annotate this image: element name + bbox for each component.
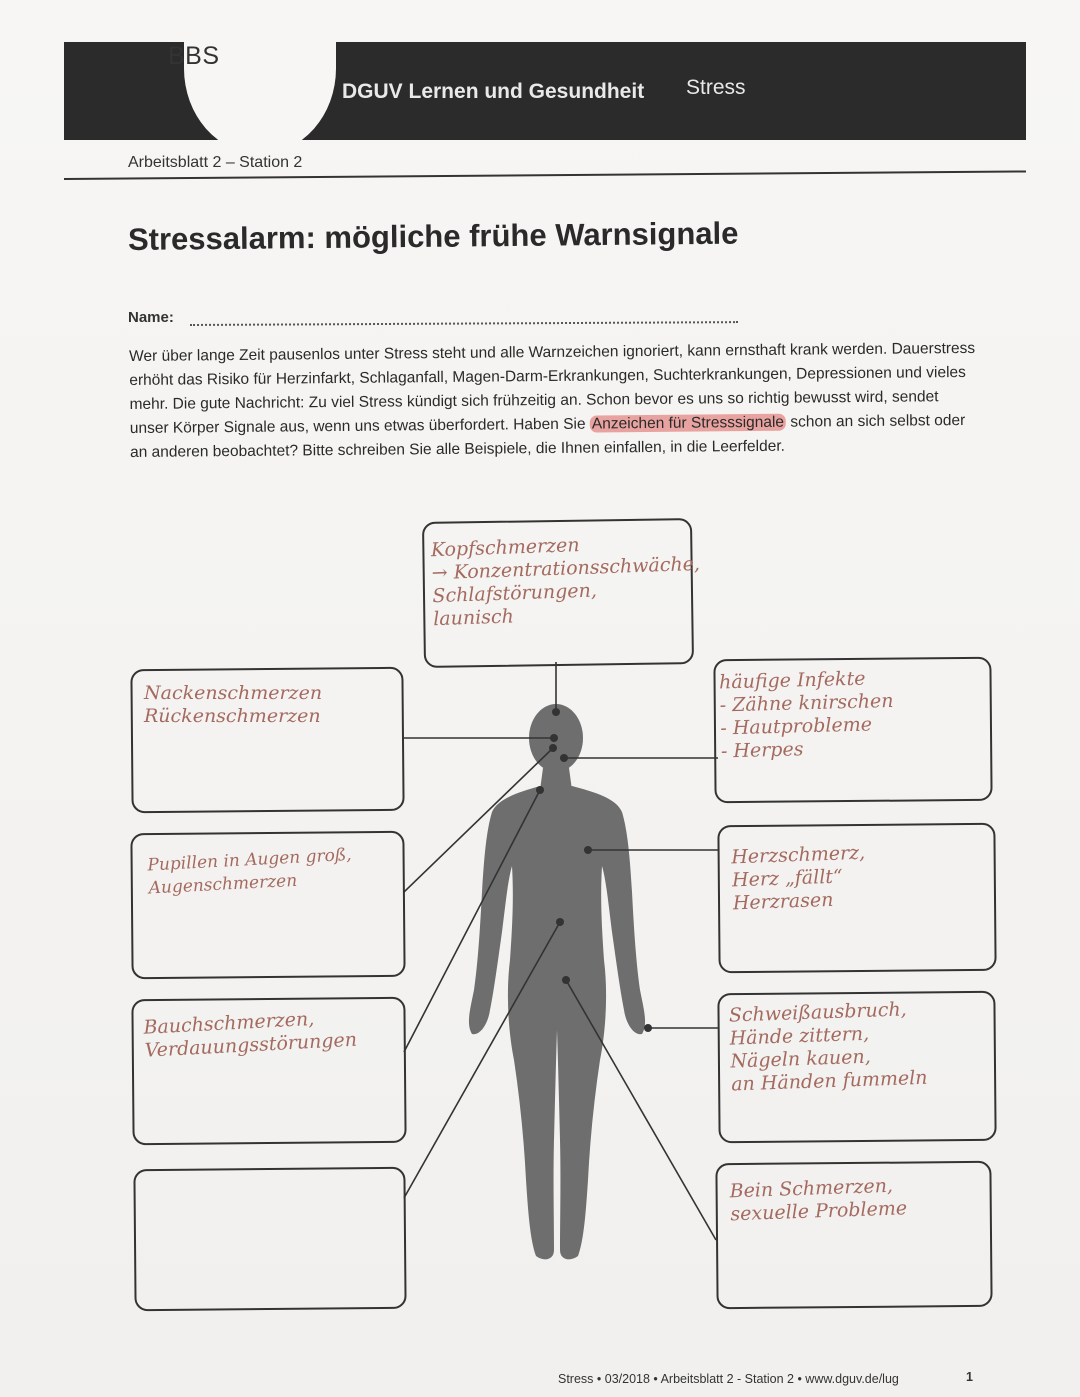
intro-text-1: Wer über lange Zeit pausenlos unter Stress steht und alle Warnzeichen ignoriert, kann ernsthaft krank werden. Dauerstress erhöht das Risiko für Herzinfarkt, Schlaganfall, Magen-Darm-Erkrankungen, Suchterkrankungen, Depressionen und vieles mehr. Die gute Nachricht: Zu viel Stress kündigt sich frühzeitig an. Schon bevor es uns so richtig bewusst wird, sendet unser Körper Signale aus, wenn uns etwas überfordert. Haben Sie bbox=[129, 339, 976, 437]
intro-paragraph bbox=[129, 337, 980, 465]
header-title: DGUV Lernen und Gesundheit bbox=[342, 80, 645, 103]
name-label: Name: bbox=[128, 309, 174, 326]
answer-belly: Bauchschmerzen, Verdauungsstörungen bbox=[142, 1007, 358, 1062]
intro-text-2: schon an sich selbst oder an anderen beobachtet? Bitte schreiben Sie alle Beispiele, die Ihnen einfallen, in die Leerfelder. bbox=[129, 411, 966, 461]
name-field[interactable] bbox=[190, 309, 738, 326]
sheet-label: Arbeitsblatt 2 – Station 2 bbox=[128, 154, 303, 171]
answer-neck: Nackenschmerzen Rückenschmerzen bbox=[144, 682, 323, 727]
logo-badge bbox=[184, 0, 336, 154]
answer-eyes: Pupillen in Augen groß, Augenschmerzen bbox=[147, 844, 353, 899]
header-subtitle: Stress bbox=[686, 76, 746, 99]
box-empty[interactable] bbox=[133, 1167, 406, 1311]
answer-pelvis: Bein Schmerzen, sexuelle Probleme bbox=[729, 1174, 908, 1226]
intro-highlight: Anzeichen für Stresssignale bbox=[591, 413, 785, 433]
logo-text: BBS bbox=[168, 42, 220, 70]
answer-mouth: häufige Infekte - Zähne knirschen - Hautprobleme - Herpes bbox=[718, 667, 894, 763]
answer-head: Kopfschmerzen → Konzentrationsschwäche, Schlafstörungen, launisch bbox=[430, 534, 701, 631]
footer-text: Stress • 03/2018 • Arbeitsblatt 2 - Station 2 • www.dguv.de/lug bbox=[558, 1372, 899, 1386]
page-number: 1 bbox=[966, 1370, 973, 1384]
answer-heart: Herzschmerz, Herz „fällt“ Herzrasen bbox=[730, 841, 866, 915]
answer-hands: Schweißausbruch, Hände zittern, Nägeln kauen, an Händen fummeln bbox=[728, 998, 928, 1096]
page-title: Stressalarm: mögliche frühe Warnsignale bbox=[127, 215, 739, 257]
